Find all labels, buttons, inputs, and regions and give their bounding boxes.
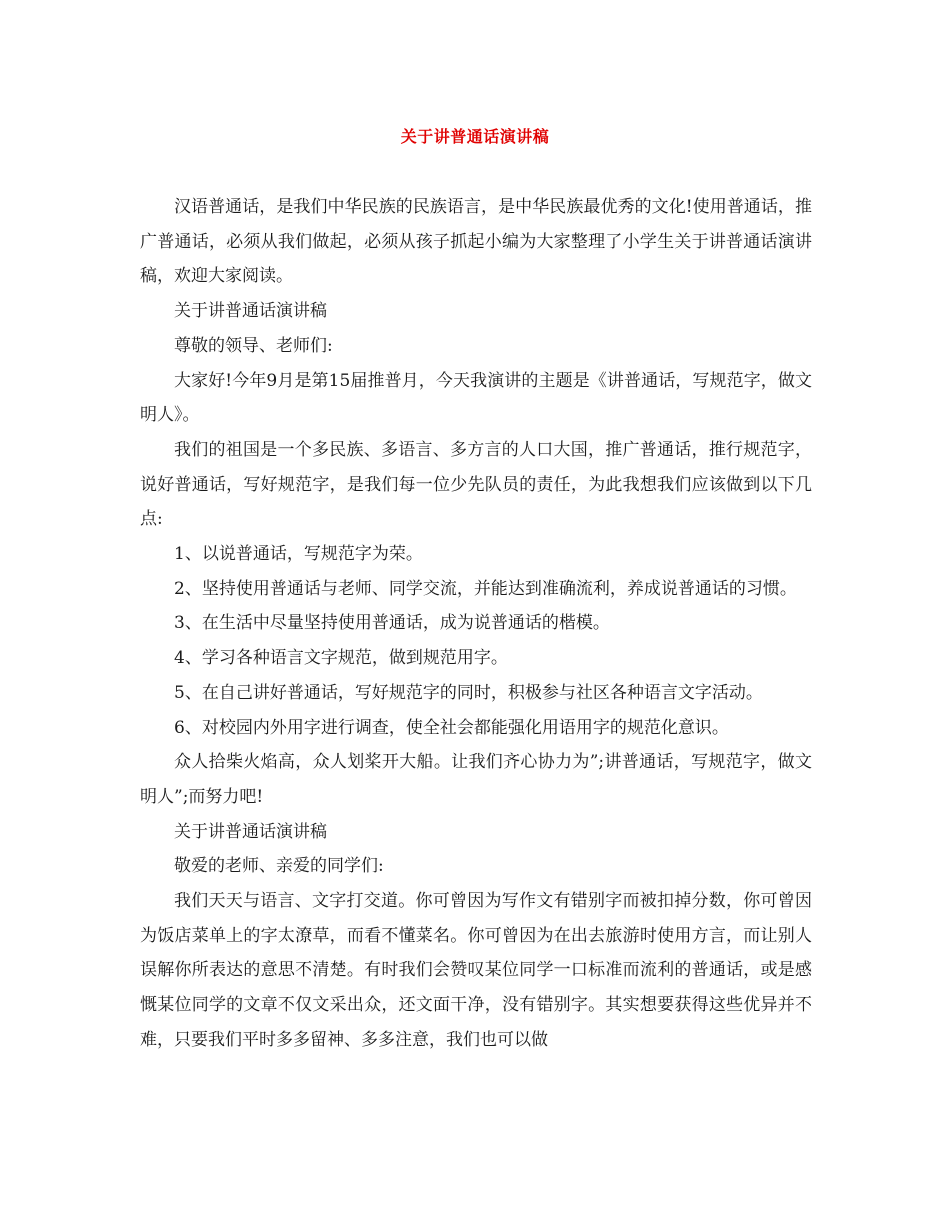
paragraph-intro: 汉语普通话，是我们中华民族的民族语言，是中华民族最优秀的文化!使用普通话，推广普通话，必须从我们做起，必须从孩子抓起小编为大家整理了小学生关于讲普通话演讲稿，欢迎大家阅读。 (140, 197, 812, 287)
paragraph: 大家好!今年9月是第15届推普月，今天我演讲的主题是《讲普通话，写规范字，做文明人》。 (140, 370, 812, 426)
paragraph-salutation: 尊敬的领导、老师们: (174, 335, 333, 356)
list-item: 1、以说普通话，写规范字为荣。 (174, 544, 423, 565)
paragraph-heading: 关于讲普通话演讲稿 (174, 821, 327, 842)
list-item: 3、在生活中尽量坚持使用普通话，成为说普通话的楷模。 (174, 613, 610, 634)
paragraph: 众人拾柴火焰高，众人划桨开大船。让我们齐心协力为”;讲普通话，写规范字，做文明人”;而努力吧! (140, 752, 812, 807)
document-body (140, 190, 812, 1058)
document-title: 关于讲普通话演讲稿 (400, 127, 550, 146)
list-item: 4、学习各种语言文字规范，做到规范用字。 (174, 648, 508, 669)
paragraph: 我们天天与语言、文字打交道。你可曾因为写作文有错别字而被扣掉分数，你可曾因为饭店菜单上的字太潦草，而看不懂菜名。你可曾因为在出去旅游时使用方言，而让别人误解你所表达的意思不清楚。有时我们会赞叹某位同学一口标准而流利的普通话，或是感慨某位同学的文章不仅文采出众，还文面干净，没有错别字。其实想要获得这些优异并不难，只要我们平时多多留神、多多注意，我们也可以做 (140, 891, 812, 1050)
paragraph-salutation: 敬爱的老师、亲爱的同学们: (174, 856, 384, 877)
list-item: 6、对校园内外用字进行调查，使全社会都能强化用语用字的规范化意识。 (174, 717, 729, 738)
list-item: 5、在自己讲好普通话，写好规范字的同时，积极参与社区各种语言文字活动。 (174, 682, 763, 703)
list-item: 2、坚持使用普通话与老师、同学交流，并能达到准确流利，养成说普通话的习惯。 (174, 578, 797, 599)
paragraph-heading: 关于讲普通话演讲稿 (174, 301, 327, 322)
paragraph: 我们的祖国是一个多民族、多语言、多方言的人口大国，推广普通话，推行规范字，说好普通话，写好规范字，是我们每一位少先队员的责任，为此我想我们应该做到以下几点: (140, 439, 812, 530)
